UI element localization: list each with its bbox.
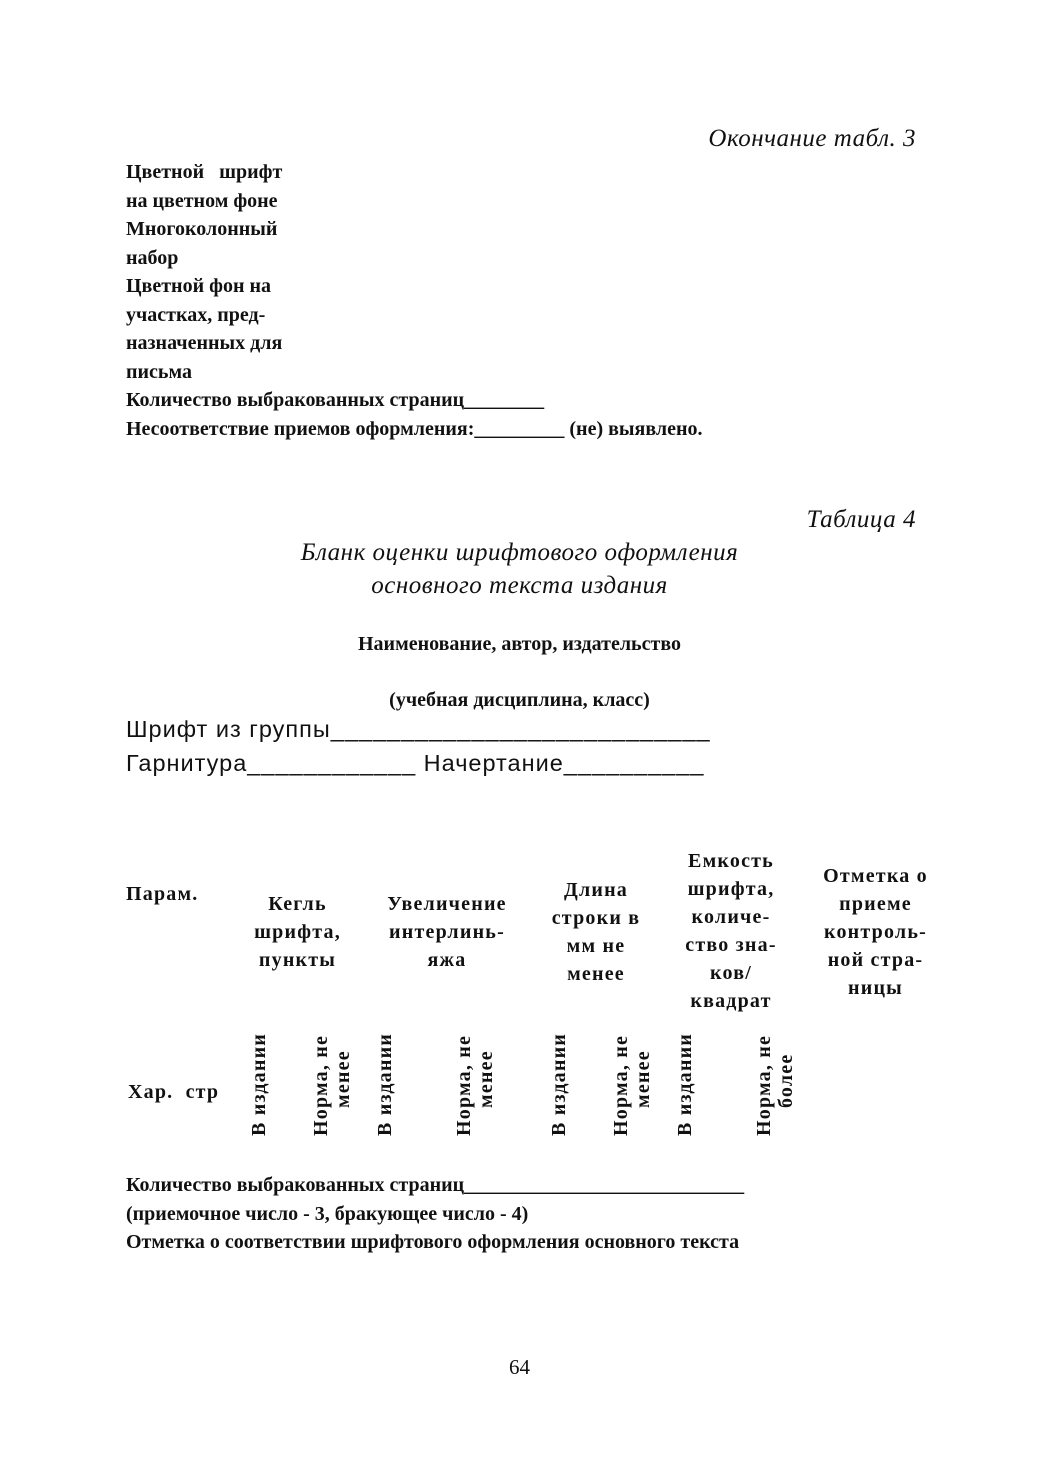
col-capacity-line: шрифта, [687, 878, 775, 900]
discipline-class: (учебная дисциплина, класс) [389, 689, 650, 711]
col-mark-line: Отметка о [823, 865, 928, 887]
subheader-norm-min [310, 1018, 354, 1136]
acceptance-numbers: (приемочное число - 3, бракующее число - 4) [126, 1202, 529, 1225]
col-size-line: Кегль [268, 893, 327, 915]
row-label: участках, пред- [126, 303, 266, 326]
col-length-line: менее [567, 963, 625, 985]
subheader-in-edition: В издании [374, 1032, 396, 1136]
row-label: назначенных для [126, 332, 283, 354]
table-continuation-caption: Окончание табл. 3 [708, 125, 916, 152]
col-mark-line: ницы [848, 977, 903, 999]
col-header-length [536, 876, 656, 988]
subheader-norm-min [453, 1018, 497, 1136]
col-header-size [240, 890, 355, 974]
col-mark-line: контроль- [824, 921, 927, 943]
row-label: набор [126, 246, 179, 269]
col-length-line: Длина [563, 879, 629, 901]
col-leading-line: интерлинь- [389, 921, 505, 943]
form-title-line2: основного текста издания [371, 572, 668, 599]
param-header: Парам. [126, 883, 199, 905]
char-page-label: Хар. стр [128, 1081, 220, 1103]
subheader-norm-line: более [775, 1053, 797, 1108]
subheader-in-edition: В издании [548, 1032, 570, 1136]
form-title-line1: Бланк оценки шрифтового оформления [300, 539, 739, 566]
rejected-pages-line: Количество выбракованных страниц____________________________ [126, 1174, 745, 1196]
typeface-line: Гарнитура____________ Начертание__________ [126, 750, 705, 776]
col-size-line: шрифта, [254, 921, 341, 943]
row-label: Цветной фон на [126, 275, 271, 297]
mismatch-line: Несоответствие приемов оформления:_________ (не) выявлено. [126, 417, 703, 440]
col-capacity-line: Емкость [688, 850, 774, 872]
col-mark-line: приеме [839, 893, 912, 915]
subheader-norm-line: Норма, не [310, 1034, 332, 1136]
bottom-block [126, 1171, 744, 1257]
col-leading-line: Увеличение [387, 893, 507, 915]
col-leading-line: яжа [427, 949, 467, 971]
subheader-norm-max [753, 1018, 797, 1136]
page-number: 64 [509, 1355, 530, 1379]
col-header-leading [372, 890, 522, 974]
row-label: письма [126, 360, 192, 383]
subheader-norm-line: менее [632, 1050, 654, 1108]
conformity-mark: Отметка о соответствии шрифтового оформления основного текста [126, 1231, 740, 1253]
col-length-line: мм не [566, 935, 626, 957]
subheader-norm-line: Норма, не [753, 1034, 775, 1136]
row-label: на цветном фоне [126, 189, 278, 212]
row-label: Многоколонный [126, 218, 278, 240]
table3-rows [126, 158, 703, 443]
subheader-in-edition: В издании [248, 1032, 270, 1136]
subheader-norm-min [610, 1018, 654, 1136]
subheader-norm-line: Норма, не [610, 1034, 632, 1136]
col-capacity-line: квадрат [690, 990, 772, 1012]
table4-caption: Таблица 4 [806, 506, 916, 533]
col-capacity-line: ков/ [710, 962, 752, 984]
name-author-publisher: Наименование, автор, издательство [358, 633, 681, 655]
col-header-mark [808, 862, 943, 1002]
col-length-line: строки в [551, 907, 641, 929]
col-size-line: пункты [258, 949, 337, 971]
col-capacity-line: количе- [691, 906, 771, 928]
font-group-line: Шрифт из группы___________________________ [126, 716, 711, 742]
subheader-in-edition: В издании [674, 1032, 696, 1136]
subheader-norm-line: Норма, не [453, 1034, 475, 1136]
subheader-norm-line: менее [475, 1050, 497, 1108]
col-capacity-line: ство зна- [685, 934, 777, 956]
subheader-norm-line: менее [332, 1050, 354, 1108]
col-header-capacity [666, 847, 796, 1015]
rejected-pages-line: Количество выбракованных страниц________ [126, 389, 545, 411]
col-mark-line: ной стра- [827, 949, 924, 971]
row-label: Цветной шрифт [126, 161, 283, 183]
